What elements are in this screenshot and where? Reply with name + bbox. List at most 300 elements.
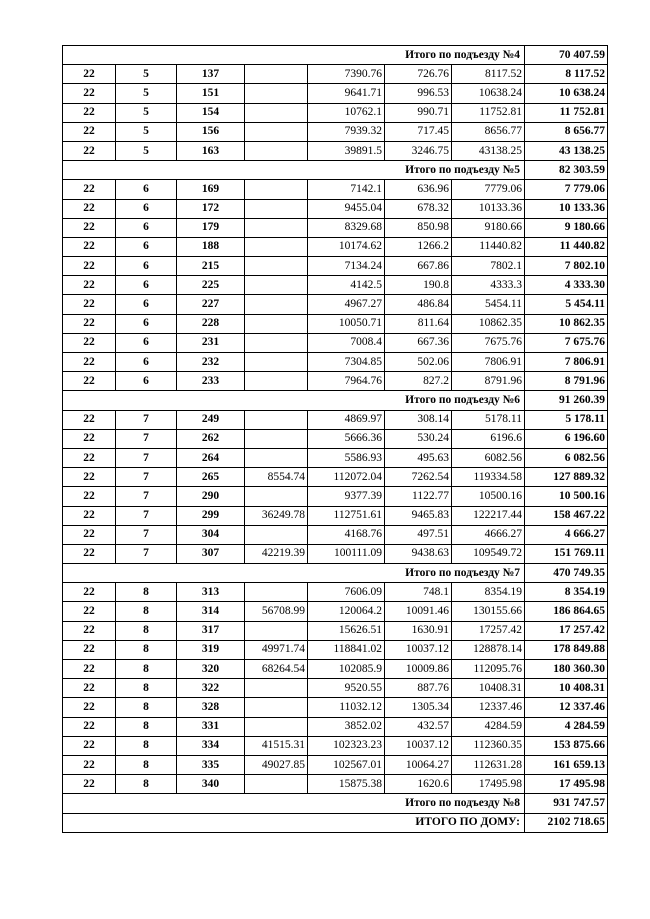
table-row	[63, 698, 608, 717]
apartment-cell: 304	[177, 525, 245, 544]
charge-cell: 10050.71	[308, 314, 385, 333]
apartment-cell: 137	[177, 65, 245, 84]
subtotal-value: 70 407.59	[525, 46, 608, 65]
charge-cell: 15626.51	[308, 621, 385, 640]
total-cell: 161 659.13	[525, 755, 608, 774]
debt-cell	[245, 199, 308, 218]
debt-cell	[245, 717, 308, 736]
sum-cell: 112631.28	[452, 755, 525, 774]
table-row	[63, 775, 608, 794]
table-row	[63, 103, 608, 122]
debt-cell	[245, 333, 308, 352]
entrance-cell: 8	[116, 679, 177, 698]
subtotal-label: Итого по подъезду №8	[63, 794, 525, 813]
table-row	[63, 410, 608, 429]
entrance-cell: 5	[116, 103, 177, 122]
table-row	[63, 468, 608, 487]
charge-cell: 102567.01	[308, 755, 385, 774]
debt-cell	[245, 525, 308, 544]
apartment-cell: 249	[177, 410, 245, 429]
table-body	[63, 46, 608, 833]
total-cell: 151 769.11	[525, 544, 608, 563]
subtotal-row	[63, 813, 608, 832]
house-cell: 22	[63, 276, 116, 295]
apartment-cell: 227	[177, 295, 245, 314]
total-cell: 8 791.96	[525, 372, 608, 391]
table-row	[63, 353, 608, 372]
charge-cell: 4967.27	[308, 295, 385, 314]
house-cell: 22	[63, 103, 116, 122]
apartment-cell: 320	[177, 660, 245, 679]
extra-cell: 827.2	[385, 372, 452, 391]
apartment-cell: 154	[177, 103, 245, 122]
table-row	[63, 544, 608, 563]
house-cell: 22	[63, 544, 116, 563]
debt-cell	[245, 372, 308, 391]
extra-cell: 3246.75	[385, 141, 452, 160]
apartment-cell: 328	[177, 698, 245, 717]
payments-table	[62, 45, 608, 833]
total-cell: 7 806.91	[525, 353, 608, 372]
subtotal-row	[63, 46, 608, 65]
total-cell: 8 354.19	[525, 583, 608, 602]
house-cell: 22	[63, 736, 116, 755]
entrance-cell: 5	[116, 122, 177, 141]
extra-cell: 667.36	[385, 333, 452, 352]
table-row	[63, 257, 608, 276]
house-cell: 22	[63, 410, 116, 429]
apartment-cell: 264	[177, 448, 245, 467]
table-row	[63, 640, 608, 659]
total-cell: 158 467.22	[525, 506, 608, 525]
house-cell: 22	[63, 314, 116, 333]
apartment-cell: 163	[177, 141, 245, 160]
charge-cell: 7008.4	[308, 333, 385, 352]
charge-cell: 3852.02	[308, 717, 385, 736]
extra-cell: 990.71	[385, 103, 452, 122]
sum-cell: 6196.6	[452, 429, 525, 448]
total-cell: 8 117.52	[525, 65, 608, 84]
house-cell: 22	[63, 122, 116, 141]
charge-cell: 9455.04	[308, 199, 385, 218]
house-cell: 22	[63, 698, 116, 717]
house-cell: 22	[63, 506, 116, 525]
total-cell: 8 656.77	[525, 122, 608, 141]
table-row	[63, 314, 608, 333]
charge-cell: 11032.12	[308, 698, 385, 717]
table-row	[63, 84, 608, 103]
debt-cell	[245, 429, 308, 448]
extra-cell: 190.8	[385, 276, 452, 295]
subtotal-label: Итого по подъезду №7	[63, 564, 525, 583]
debt-cell: 41515.31	[245, 736, 308, 755]
extra-cell: 850.98	[385, 218, 452, 237]
extra-cell: 667.86	[385, 257, 452, 276]
extra-cell: 502.06	[385, 353, 452, 372]
sum-cell: 11752.81	[452, 103, 525, 122]
debt-cell	[245, 314, 308, 333]
entrance-cell: 6	[116, 199, 177, 218]
extra-cell: 748.1	[385, 583, 452, 602]
table-row	[63, 333, 608, 352]
extra-cell: 10091.46	[385, 602, 452, 621]
sum-cell: 10500.16	[452, 487, 525, 506]
apartment-cell: 215	[177, 257, 245, 276]
sum-cell: 7806.91	[452, 353, 525, 372]
total-cell: 5 454.11	[525, 295, 608, 314]
sum-cell: 109549.72	[452, 544, 525, 563]
debt-cell	[245, 65, 308, 84]
debt-cell: 49027.85	[245, 755, 308, 774]
sum-cell: 122217.44	[452, 506, 525, 525]
table-row	[63, 736, 608, 755]
total-cell: 5 178.11	[525, 410, 608, 429]
total-cell: 10 862.35	[525, 314, 608, 333]
extra-cell: 717.45	[385, 122, 452, 141]
subtotal-value: 931 747.57	[525, 794, 608, 813]
sum-cell: 8791.96	[452, 372, 525, 391]
table-row	[63, 276, 608, 295]
entrance-cell: 8	[116, 660, 177, 679]
subtotal-label: Итого по подъезду №5	[63, 161, 525, 180]
house-cell: 22	[63, 660, 116, 679]
house-cell: 22	[63, 583, 116, 602]
house-cell: 22	[63, 775, 116, 794]
charge-cell: 120064.2	[308, 602, 385, 621]
debt-cell	[245, 103, 308, 122]
total-cell: 6 082.56	[525, 448, 608, 467]
apartment-cell: 317	[177, 621, 245, 640]
table-row	[63, 218, 608, 237]
sum-cell: 112095.76	[452, 660, 525, 679]
total-cell: 7 675.76	[525, 333, 608, 352]
sum-cell: 4333.3	[452, 276, 525, 295]
sum-cell: 5454.11	[452, 295, 525, 314]
extra-cell: 10009.86	[385, 660, 452, 679]
debt-cell	[245, 679, 308, 698]
sum-cell: 10408.31	[452, 679, 525, 698]
house-cell: 22	[63, 525, 116, 544]
table-row	[63, 487, 608, 506]
debt-cell	[245, 353, 308, 372]
extra-cell: 10064.27	[385, 755, 452, 774]
entrance-cell: 7	[116, 544, 177, 563]
charge-cell: 7142.1	[308, 180, 385, 199]
extra-cell: 9465.83	[385, 506, 452, 525]
sum-cell: 4284.59	[452, 717, 525, 736]
charge-cell: 112072.04	[308, 468, 385, 487]
entrance-cell: 7	[116, 410, 177, 429]
entrance-cell: 6	[116, 257, 177, 276]
total-cell: 7 779.06	[525, 180, 608, 199]
table-row	[63, 180, 608, 199]
total-cell: 4 284.59	[525, 717, 608, 736]
debt-cell	[245, 621, 308, 640]
total-cell: 17 495.98	[525, 775, 608, 794]
sum-cell: 9180.66	[452, 218, 525, 237]
apartment-cell: 290	[177, 487, 245, 506]
house-cell: 22	[63, 257, 116, 276]
apartment-cell: 225	[177, 276, 245, 295]
apartment-cell: 231	[177, 333, 245, 352]
extra-cell: 1620.6	[385, 775, 452, 794]
house-cell: 22	[63, 602, 116, 621]
table-row	[63, 141, 608, 160]
charge-cell: 7964.76	[308, 372, 385, 391]
entrance-cell: 7	[116, 525, 177, 544]
charge-cell: 7134.24	[308, 257, 385, 276]
charge-cell: 5586.93	[308, 448, 385, 467]
apartment-cell: 179	[177, 218, 245, 237]
entrance-cell: 8	[116, 583, 177, 602]
table-row	[63, 429, 608, 448]
apartment-cell: 319	[177, 640, 245, 659]
charge-cell: 4142.5	[308, 276, 385, 295]
sum-cell: 5178.11	[452, 410, 525, 429]
entrance-cell: 6	[116, 314, 177, 333]
apartment-cell: 322	[177, 679, 245, 698]
apartment-cell: 265	[177, 468, 245, 487]
total-cell: 186 864.65	[525, 602, 608, 621]
table-row	[63, 448, 608, 467]
apartment-cell: 169	[177, 180, 245, 199]
table-row	[63, 660, 608, 679]
charge-cell: 112751.61	[308, 506, 385, 525]
extra-cell: 811.64	[385, 314, 452, 333]
sum-cell: 10133.36	[452, 199, 525, 218]
house-cell: 22	[63, 468, 116, 487]
house-cell: 22	[63, 679, 116, 698]
apartment-cell: 172	[177, 199, 245, 218]
house-cell: 22	[63, 372, 116, 391]
total-cell: 11 752.81	[525, 103, 608, 122]
apartment-cell: 334	[177, 736, 245, 755]
debt-cell	[245, 84, 308, 103]
entrance-cell: 8	[116, 755, 177, 774]
table-row	[63, 295, 608, 314]
extra-cell: 636.96	[385, 180, 452, 199]
total-cell: 178 849.88	[525, 640, 608, 659]
house-cell: 22	[63, 717, 116, 736]
sum-cell: 10638.24	[452, 84, 525, 103]
extra-cell: 497.51	[385, 525, 452, 544]
house-cell: 22	[63, 180, 116, 199]
sum-cell: 11440.82	[452, 237, 525, 256]
extra-cell: 432.57	[385, 717, 452, 736]
sum-cell: 17257.42	[452, 621, 525, 640]
charge-cell: 4168.76	[308, 525, 385, 544]
table-row	[63, 717, 608, 736]
debt-cell	[245, 487, 308, 506]
charge-cell: 5666.36	[308, 429, 385, 448]
house-cell: 22	[63, 429, 116, 448]
entrance-cell: 7	[116, 468, 177, 487]
sum-cell: 6082.56	[452, 448, 525, 467]
entrance-cell: 6	[116, 333, 177, 352]
debt-cell	[245, 448, 308, 467]
debt-cell	[245, 122, 308, 141]
entrance-cell: 5	[116, 65, 177, 84]
subtotal-row	[63, 794, 608, 813]
entrance-cell: 8	[116, 698, 177, 717]
sum-cell: 17495.98	[452, 775, 525, 794]
debt-cell	[245, 295, 308, 314]
table-row	[63, 372, 608, 391]
entrance-cell: 6	[116, 372, 177, 391]
entrance-cell: 8	[116, 640, 177, 659]
sum-cell: 8656.77	[452, 122, 525, 141]
total-cell: 10 133.36	[525, 199, 608, 218]
house-cell: 22	[63, 640, 116, 659]
subtotal-value: 82 303.59	[525, 161, 608, 180]
subtotal-value: 470 749.35	[525, 564, 608, 583]
apartment-cell: 340	[177, 775, 245, 794]
house-cell: 22	[63, 237, 116, 256]
debt-cell	[245, 257, 308, 276]
extra-cell: 486.84	[385, 295, 452, 314]
house-cell: 22	[63, 621, 116, 640]
subtotal-row	[63, 391, 608, 410]
house-cell: 22	[63, 448, 116, 467]
entrance-cell: 6	[116, 180, 177, 199]
house-cell: 22	[63, 755, 116, 774]
subtotal-row	[63, 564, 608, 583]
subtotal-label: ИТОГО ПО ДОМУ:	[63, 813, 525, 832]
table-row	[63, 506, 608, 525]
house-cell: 22	[63, 353, 116, 372]
subtotal-label: Итого по подъезду №6	[63, 391, 525, 410]
debt-cell	[245, 583, 308, 602]
total-cell: 9 180.66	[525, 218, 608, 237]
charge-cell: 8329.68	[308, 218, 385, 237]
apartment-cell: 313	[177, 583, 245, 602]
total-cell: 127 889.32	[525, 468, 608, 487]
total-cell: 153 875.66	[525, 736, 608, 755]
entrance-cell: 7	[116, 429, 177, 448]
sum-cell: 119334.58	[452, 468, 525, 487]
total-cell: 6 196.60	[525, 429, 608, 448]
debt-cell: 56708.99	[245, 602, 308, 621]
extra-cell: 10037.12	[385, 736, 452, 755]
house-cell: 22	[63, 141, 116, 160]
sum-cell: 10862.35	[452, 314, 525, 333]
sum-cell: 4666.27	[452, 525, 525, 544]
charge-cell: 15875.38	[308, 775, 385, 794]
subtotal-row	[63, 161, 608, 180]
sum-cell: 8117.52	[452, 65, 525, 84]
apartment-cell: 299	[177, 506, 245, 525]
entrance-cell: 6	[116, 353, 177, 372]
entrance-cell: 8	[116, 736, 177, 755]
entrance-cell: 7	[116, 487, 177, 506]
entrance-cell: 5	[116, 141, 177, 160]
debt-cell	[245, 276, 308, 295]
apartment-cell: 156	[177, 122, 245, 141]
sum-cell: 7675.76	[452, 333, 525, 352]
apartment-cell: 228	[177, 314, 245, 333]
table-row	[63, 755, 608, 774]
debt-cell	[245, 775, 308, 794]
entrance-cell: 8	[116, 775, 177, 794]
total-cell: 11 440.82	[525, 237, 608, 256]
entrance-cell: 5	[116, 84, 177, 103]
extra-cell: 1122.77	[385, 487, 452, 506]
apartment-cell: 188	[177, 237, 245, 256]
charge-cell: 100111.09	[308, 544, 385, 563]
charge-cell: 7939.32	[308, 122, 385, 141]
extra-cell: 9438.63	[385, 544, 452, 563]
entrance-cell: 8	[116, 621, 177, 640]
charge-cell: 10762.1	[308, 103, 385, 122]
table-row	[63, 199, 608, 218]
total-cell: 180 360.30	[525, 660, 608, 679]
subtotal-value: 2102 718.65	[525, 813, 608, 832]
charge-cell: 7606.09	[308, 583, 385, 602]
debt-cell	[245, 237, 308, 256]
apartment-cell: 232	[177, 353, 245, 372]
extra-cell: 308.14	[385, 410, 452, 429]
debt-cell: 36249.78	[245, 506, 308, 525]
entrance-cell: 6	[116, 295, 177, 314]
entrance-cell: 8	[116, 717, 177, 736]
extra-cell: 887.76	[385, 679, 452, 698]
entrance-cell: 6	[116, 276, 177, 295]
apartment-cell: 314	[177, 602, 245, 621]
apartment-cell: 335	[177, 755, 245, 774]
house-cell: 22	[63, 199, 116, 218]
apartment-cell: 262	[177, 429, 245, 448]
table-row	[63, 122, 608, 141]
charge-cell: 9520.55	[308, 679, 385, 698]
extra-cell: 10037.12	[385, 640, 452, 659]
apartment-cell: 307	[177, 544, 245, 563]
total-cell: 4 333.30	[525, 276, 608, 295]
total-cell: 17 257.42	[525, 621, 608, 640]
entrance-cell: 6	[116, 218, 177, 237]
charge-cell: 7304.85	[308, 353, 385, 372]
table-row	[63, 237, 608, 256]
extra-cell: 530.24	[385, 429, 452, 448]
total-cell: 10 500.16	[525, 487, 608, 506]
house-cell: 22	[63, 65, 116, 84]
debt-cell: 49971.74	[245, 640, 308, 659]
apartment-cell: 331	[177, 717, 245, 736]
house-cell: 22	[63, 333, 116, 352]
sum-cell: 130155.66	[452, 602, 525, 621]
debt-cell	[245, 410, 308, 429]
debt-cell: 8554.74	[245, 468, 308, 487]
charge-cell: 10174.62	[308, 237, 385, 256]
debt-cell	[245, 141, 308, 160]
subtotal-value: 91 260.39	[525, 391, 608, 410]
sum-cell: 7802.1	[452, 257, 525, 276]
sum-cell: 12337.46	[452, 698, 525, 717]
debt-cell	[245, 698, 308, 717]
debt-cell: 68264.54	[245, 660, 308, 679]
table-row	[63, 583, 608, 602]
charge-cell: 118841.02	[308, 640, 385, 659]
table-row	[63, 679, 608, 698]
apartment-cell: 233	[177, 372, 245, 391]
debt-cell	[245, 180, 308, 199]
total-cell: 10 638.24	[525, 84, 608, 103]
total-cell: 4 666.27	[525, 525, 608, 544]
charge-cell: 9377.39	[308, 487, 385, 506]
sum-cell: 43138.25	[452, 141, 525, 160]
sum-cell: 128878.14	[452, 640, 525, 659]
debt-cell	[245, 218, 308, 237]
house-cell: 22	[63, 487, 116, 506]
